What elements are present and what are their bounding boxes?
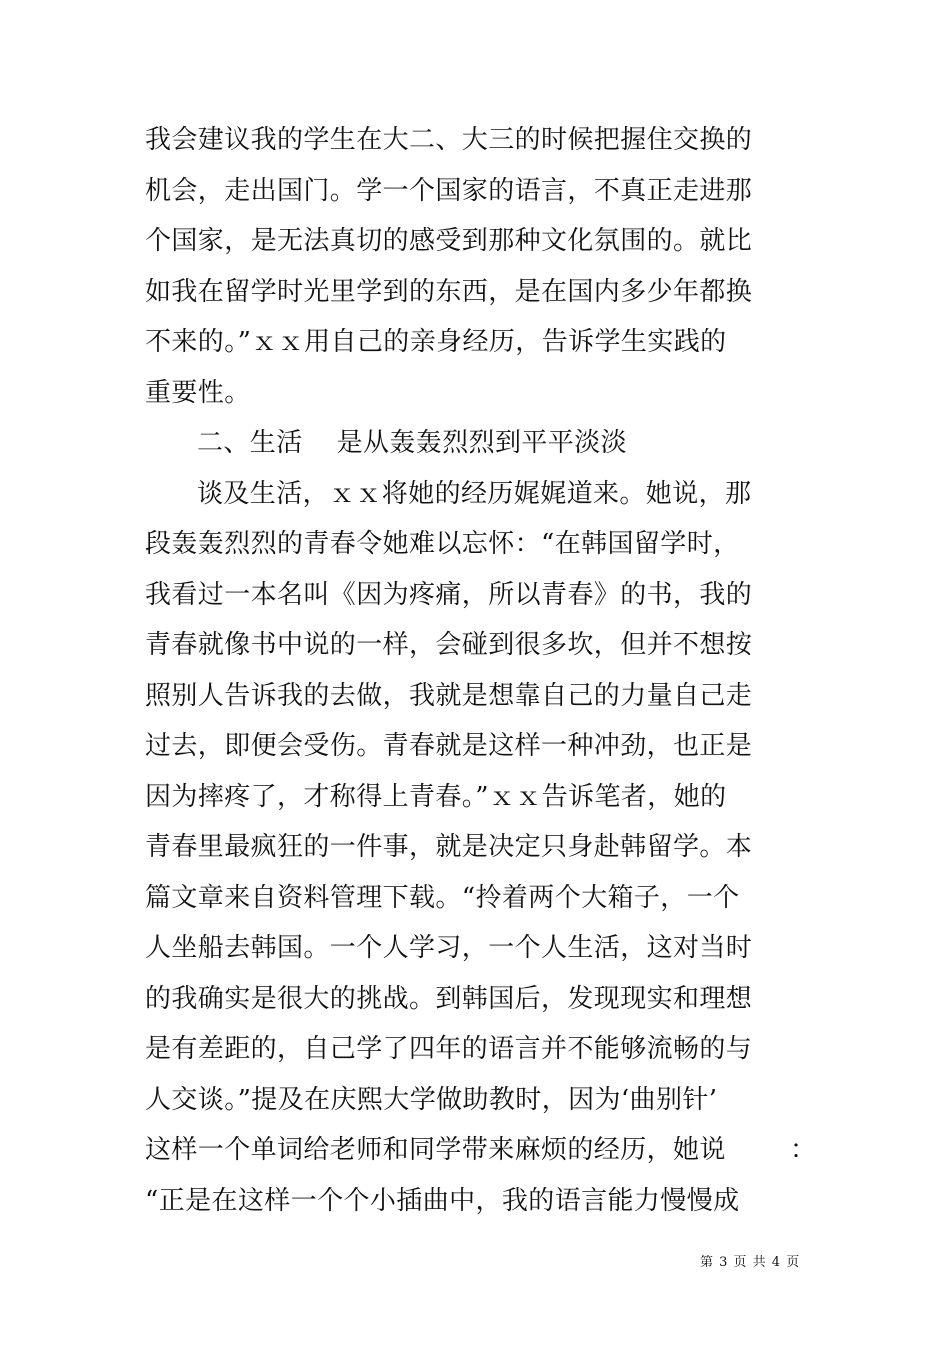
text-line: 重要性。 bbox=[145, 377, 251, 408]
text-line: “正是在这样一个个小插曲中，我的语言能力慢慢成 bbox=[145, 1185, 740, 1216]
trailing-colon: ： bbox=[790, 1135, 817, 1165]
text-line: 段轰轰烈烈的青春令她难以忘怀：“在韩国留学时， bbox=[145, 529, 740, 559]
paragraph-first-line: 谈及生活，ｘｘ将她的经历娓娓道来。她说，那 bbox=[197, 478, 752, 509]
text-line: 过去，即便会受伤。青春就是这样一种冲劲，也正是 bbox=[145, 731, 753, 761]
section-heading-number: 二、生活 bbox=[197, 428, 303, 458]
text-line: 因为摔疼了，才称得上青春。”ｘｘ告诉笔者，她的 bbox=[145, 781, 727, 812]
text-line: 不来的。”ｘｘ用自己的亲身经历，告诉学生实践的 bbox=[145, 327, 727, 357]
text-line-content: 这样一个单词给老师和同学带来麻烦的经历，她说 bbox=[145, 1135, 726, 1165]
text-line: 人坐船去韩国。一个人学习，一个人生活，这对当时 bbox=[145, 933, 753, 963]
body-text bbox=[145, 115, 817, 1226]
page-number-footer: 第 3 页 共 4 页 bbox=[700, 1255, 801, 1270]
text-line: 青春就像书中说的一样，会碰到很多坎，但并不想按 bbox=[145, 630, 753, 660]
text-line: 如我在留学时光里学到的东西，是在国内多少年都换 bbox=[145, 276, 753, 307]
text-line: 青春里最疯狂的一件事，就是决定只身赴韩留学。本 bbox=[145, 832, 753, 862]
text-line: 的我确实是很大的挑战。到韩国后，发现现实和理想 bbox=[145, 983, 753, 1014]
text-line: 个国家，是无法真切的感受到那种文化氛围的。就比 bbox=[145, 226, 753, 256]
text-line: 篇文章来自资料管理下载。“拎着两个大箱子，一个 bbox=[145, 882, 740, 913]
text-line-with-colon bbox=[145, 1125, 817, 1176]
text-line: 照别人告诉我的去做，我就是想靠自己的力量自己走 bbox=[145, 680, 753, 711]
section-heading-text: 是从轰轰烈烈到平平淡淡 bbox=[336, 428, 628, 458]
text-line: 人交谈。”提及在庆熙大学做助教时，因为‘曲别针’ bbox=[145, 1084, 718, 1115]
text-line: 我看过一本名叫《因为疼痛，所以青春》的书，我的 bbox=[145, 579, 753, 610]
text-line: 机会，走出国门。学一个国家的语言，不真正走进那 bbox=[145, 175, 753, 206]
text-line: 我会建议我的学生在大二、大三的时候把握住交换的 bbox=[145, 125, 753, 155]
section-heading bbox=[145, 418, 805, 469]
text-line: 是有差距的，自己学了四年的语言并不能够流畅的与 bbox=[145, 1034, 753, 1064]
